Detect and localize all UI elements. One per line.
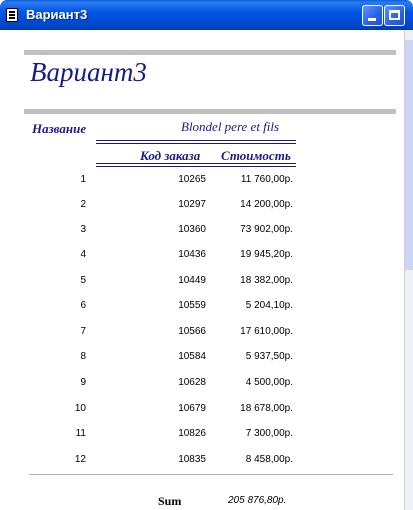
maximize-button[interactable]	[384, 5, 405, 26]
row-number: 7	[80, 326, 86, 337]
order-code: 10679	[178, 403, 206, 414]
header-rule-bottom	[24, 109, 396, 114]
table-row	[0, 300, 413, 314]
order-code: 10449	[178, 275, 206, 286]
sum-label: Sum	[158, 494, 182, 508]
column-header-order-code: Код заказа	[140, 148, 201, 163]
maximize-icon	[389, 10, 400, 20]
column-header-line-4	[96, 166, 296, 167]
row-number: 10	[74, 403, 86, 414]
order-code: 10265	[178, 174, 206, 185]
order-code: 10826	[178, 428, 206, 439]
order-code: 10297	[178, 199, 206, 210]
table-row	[0, 454, 413, 468]
row-number: 3	[80, 224, 86, 235]
order-cost: 5 204,10р.	[245, 300, 293, 311]
order-cost: 4 500,00р.	[245, 377, 293, 388]
minimize-button[interactable]	[362, 5, 383, 26]
order-code: 10360	[178, 224, 206, 235]
order-cost: 7 300,00р.	[245, 428, 293, 439]
table-row	[0, 326, 413, 340]
order-cost: 18 382,00р.	[240, 275, 293, 286]
table-row	[0, 224, 413, 238]
order-cost: 18 678,00р.	[240, 403, 293, 414]
table-row	[0, 199, 413, 213]
order-code: 10628	[178, 377, 206, 388]
row-number: 6	[80, 300, 86, 311]
order-cost: 14 200,00р.	[240, 199, 293, 210]
header-rule-top	[24, 50, 396, 55]
row-number: 4	[80, 249, 86, 260]
sum-divider	[29, 474, 393, 475]
group-name-label: Название	[32, 121, 87, 136]
table-row	[0, 377, 413, 391]
report-window-icon[interactable]	[6, 8, 18, 22]
row-number: 5	[80, 275, 86, 286]
table-row	[0, 275, 413, 289]
order-cost: 11 760,00р.	[240, 174, 293, 185]
table-row	[0, 174, 413, 188]
order-cost: 73 902,00р.	[240, 224, 293, 235]
row-number: 2	[80, 199, 86, 210]
order-code: 10436	[178, 249, 206, 260]
title-bar[interactable]	[0, 0, 413, 30]
order-code: 10559	[178, 300, 206, 311]
minimize-icon	[368, 18, 376, 21]
order-cost: 5 937,50р.	[245, 351, 293, 362]
order-cost: 8 458,00р.	[245, 454, 293, 465]
report-title: Вариант3	[30, 57, 147, 87]
order-code: 10835	[178, 454, 206, 465]
group-name-value: Blondel pere et fils	[181, 119, 280, 134]
order-code: 10566	[178, 326, 206, 337]
row-number: 9	[80, 377, 86, 388]
sum-value: 205 876,80р.	[228, 495, 287, 506]
row-number: 1	[80, 174, 86, 185]
order-cost: 19 945,20р.	[240, 249, 293, 260]
column-header-line-1	[96, 140, 296, 141]
column-header-line-3	[96, 163, 296, 164]
window-title: Вариант3	[26, 7, 88, 22]
table-row	[0, 249, 413, 263]
table-row	[0, 351, 413, 365]
table-row	[0, 428, 413, 442]
row-number: 11	[75, 428, 86, 439]
table-row	[0, 403, 413, 417]
order-cost: 17 610,00р.	[240, 326, 293, 337]
order-code: 10584	[178, 351, 206, 362]
column-header-cost: Стоимость	[221, 148, 291, 163]
column-header-line-2	[96, 143, 296, 144]
row-number: 8	[80, 351, 86, 362]
row-number: 12	[74, 454, 86, 465]
